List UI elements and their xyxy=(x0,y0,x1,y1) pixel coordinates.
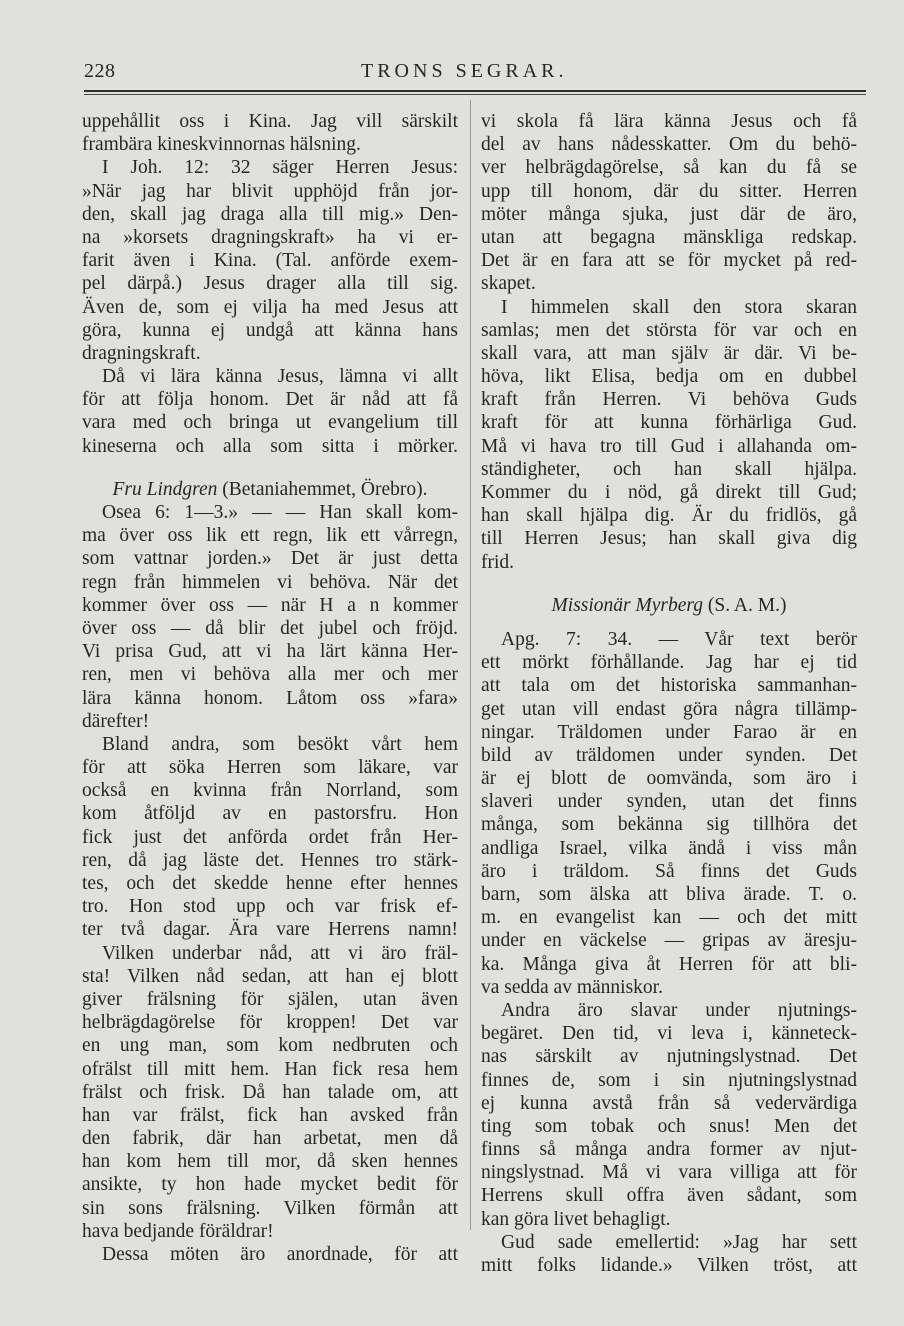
text-line: Vilken underbar nåd, att vi äro fräl- xyxy=(102,942,458,964)
text-line: som vattnar jorden.» Det är just detta xyxy=(82,548,458,570)
speaker-heading xyxy=(82,478,458,501)
speaker-affiliation: (Betaniahemmet, Örebro). xyxy=(222,478,428,500)
text-line: för att följa honom. Det är nåd att få xyxy=(82,389,458,411)
text-line: Bland andra, som besökt vårt hem xyxy=(102,733,458,755)
text-line: kraft för att kunna förhärliga Gud. xyxy=(481,412,857,434)
text-line: ren, då jag läste det. Hennes tro stärk- xyxy=(82,849,458,871)
text-line: höva, likt Elisa, bedja om en dubbel xyxy=(481,366,857,388)
text-line: ver helbrägdagörelse, så kan du få se xyxy=(481,157,857,179)
text-line: kraft från Herren. Vi behöva Guds xyxy=(481,389,857,411)
left-paragraph-2 xyxy=(82,365,458,458)
running-title: TRONS SEGRAR. xyxy=(361,60,568,82)
speaker-name: Fru Lindgren xyxy=(112,478,218,500)
text-line: ka. Många giva åt Herren för att bli- xyxy=(481,953,857,975)
text-line: finnes de, som i sin njutningslystnad xyxy=(481,1069,857,1091)
left-paragraph-5 xyxy=(82,942,458,1243)
text-line: han var frälst, fick han avsked från xyxy=(82,1104,458,1126)
text-line: ej kunna avstå från så vedervärdiga xyxy=(481,1092,857,1114)
text-line: ansikte, ty hon hade mycket bedit för xyxy=(82,1174,458,1196)
text-line: ett mörkt förhållande. Jag har ej tid xyxy=(481,652,857,674)
text-line: Kommer du i nöd, gå direkt till Gud; xyxy=(481,482,857,503)
text-line: upp till honom, där du sitter. Herren xyxy=(481,180,857,202)
text-line: vi skola få lära känna Jesus och få xyxy=(481,111,857,132)
text-line: utan att begagna mänskliga redskap. xyxy=(481,226,857,248)
left-paragraph-1 xyxy=(82,110,458,365)
text-line: frid. xyxy=(481,551,515,573)
text-line: han skall hjälpa dig. Är du fridlös, gå xyxy=(481,505,857,527)
left-column xyxy=(82,110,458,1266)
text-line: kan göra livet behagligt. xyxy=(481,1208,671,1230)
text-line: Det är en fara att se för mycket på red- xyxy=(481,250,857,272)
text-line: möter många sjuka, just där de äro, xyxy=(481,203,857,225)
right-paragraph-1 xyxy=(481,110,857,296)
speaker-name: Missionär Myrberg xyxy=(551,594,704,616)
text-line: han kom hem till mor, då sken hennes xyxy=(82,1151,458,1173)
text-line: Osea 6: 1—3.» — — Han skall kom- xyxy=(102,502,458,523)
text-line: m. en evangelist kan — och det mitt xyxy=(481,907,857,929)
text-line: na »korsets dragningskraft» ha vi er- xyxy=(82,226,458,248)
text-line: ren, men vi behöva alla mer och mer xyxy=(82,664,458,686)
text-line: att tala om det historiska sammanhan- xyxy=(481,675,857,697)
speaker-heading xyxy=(481,594,857,617)
text-line: ningslystnad. Må vi vara villiga att för xyxy=(481,1162,857,1184)
text-line: Herrens skull offra även sådant, som xyxy=(481,1185,857,1207)
header-rule-thin xyxy=(84,94,866,95)
text-line: I himmelen skall den stora skaran xyxy=(501,296,857,318)
text-line: över oss — då blir det jubel och fröjd. xyxy=(82,617,458,639)
section-gap xyxy=(481,617,857,628)
text-line: Andra äro slavar under njutnings- xyxy=(501,999,857,1021)
text-line: vara med och bringa ut evangelium till xyxy=(82,412,458,434)
speaker-affiliation: (S. A. M.) xyxy=(707,594,787,616)
text-line: därefter! xyxy=(82,710,150,732)
text-line: Apg. 7: 34. — Vår text berör xyxy=(501,628,857,650)
left-paragraph-6 xyxy=(82,1243,458,1266)
left-paragraph-4 xyxy=(82,733,458,942)
text-line: Då vi lära känna Jesus, lämna vi allt xyxy=(102,366,458,388)
text-line: begäret. Den tid, vi leva i, känneteck- xyxy=(481,1023,857,1045)
text-line: pel därpå.) Jesus drager alla till sig. xyxy=(82,273,458,295)
text-line: göra, kunna ej undgå att känna hans xyxy=(82,319,458,341)
text-line: också en kvinna från Norrland, som xyxy=(82,780,458,802)
text-line: del av hans nådesskatter. Om du behö- xyxy=(481,134,857,156)
text-line: dragningskraft. xyxy=(82,342,201,364)
text-line: bild av träldomen under synden. Det xyxy=(481,744,857,766)
text-line: mitt folks lidande.» Vilken tröst, att xyxy=(481,1255,857,1276)
text-line: den fabrik, där han arbetat, men då xyxy=(82,1128,458,1150)
text-line: äro i träldom. Så finns det Guds xyxy=(481,860,857,882)
text-line: ma över oss lik ett regn, lik ett vårregn, xyxy=(82,525,458,547)
page-number: 228 xyxy=(84,60,116,82)
text-line: skapet. xyxy=(481,273,536,295)
text-line: get utan vill endast göra några tillämp- xyxy=(481,698,857,720)
text-line: fick just det anförda ordet från Her- xyxy=(82,826,458,848)
text-line: en ung man, som kom nedbruten och xyxy=(82,1035,458,1057)
text-line: skall vara, att man själv är där. Vi be- xyxy=(481,342,857,364)
text-line: Även de, som ej vilja ha med Jesus att xyxy=(82,296,458,318)
text-line: »När jag har blivit upphöjd från jor- xyxy=(82,180,458,202)
text-line: är ej blott de oomvända, som äro i xyxy=(481,768,857,790)
text-line: ting som tobak och snus! Men det xyxy=(481,1115,857,1137)
right-paragraph-2 xyxy=(481,296,857,574)
text-line: sin sons frälsning. Vilken förmån att xyxy=(82,1197,458,1219)
text-line: nas särskilt av njutningslystnad. Det xyxy=(481,1046,857,1068)
section-gap xyxy=(481,574,857,594)
text-line: ständigheter, och han skall hjälpa. xyxy=(481,458,857,480)
text-line: Gud sade emellertid: »Jag har sett xyxy=(501,1231,857,1253)
text-line: frambära kineskvinnornas hälsning. xyxy=(82,134,361,156)
page-header xyxy=(84,60,866,90)
text-line: den, skall jag draga alla till mig.» Den- xyxy=(82,203,458,225)
text-line: slaveri under synden, utan det finns xyxy=(481,791,857,813)
text-line: andliga Israel, vilka ändå i viss mån xyxy=(481,837,857,859)
right-column xyxy=(481,110,857,1277)
text-line: för att söka Herren som läkare, var xyxy=(82,757,458,779)
right-paragraph-5 xyxy=(481,1231,857,1277)
text-line: Vi prisa Gud, att vi ha lärt känna Her- xyxy=(82,641,458,663)
text-line: tro. Hon stod upp och var frisk ef- xyxy=(82,896,458,918)
text-line: ningar. Träldomen under Farao är en xyxy=(481,721,857,743)
header-rule xyxy=(84,90,866,92)
text-line: frälst och frisk. Då han talade om, att xyxy=(82,1081,458,1103)
right-paragraph-3 xyxy=(481,628,857,999)
text-line: finns så många andra former av njut- xyxy=(481,1139,857,1161)
text-line: kineserna och alla som sitta i mörker. xyxy=(82,435,458,457)
right-paragraph-4 xyxy=(481,999,857,1231)
text-line: helbrägdagörelse för kroppen! Det var xyxy=(82,1012,458,1034)
text-line: hava bedjande föräldrar! xyxy=(82,1220,274,1242)
text-line: farit även i Kina. (Tal. anförde exem- xyxy=(82,250,458,272)
left-paragraph-3 xyxy=(82,501,458,733)
text-line: tes, och det skedde henne efter hennes xyxy=(82,873,458,894)
text-line: barn, som älska att bliva ärade. T. o. xyxy=(481,884,857,905)
text-line: många, som bekänna sig tillhöra det xyxy=(481,814,857,836)
text-line: kom åtföljd av en pastorsfru. Hon xyxy=(82,803,458,825)
text-line: uppehållit oss i Kina. Jag vill särskilt xyxy=(82,111,458,132)
text-line: va sedda av människor. xyxy=(481,976,663,998)
text-line: lära känna honom. Låtom oss »fara» xyxy=(82,687,458,709)
text-line: Må vi hava tro till Gud i allahanda om- xyxy=(481,435,857,457)
text-line: sta! Vilken nåd sedan, att han ej blott xyxy=(82,965,458,987)
text-line: ofrälst till mitt hem. Han fick resa hem xyxy=(82,1058,458,1080)
section-gap xyxy=(82,458,458,478)
column-divider xyxy=(470,100,471,1230)
text-line: under en väckelse — gripas av äresju- xyxy=(481,930,857,952)
text-line: till Herren Jesus; han skall giva dig xyxy=(481,528,857,550)
text-line: regn från himmelen vi behöva. När det xyxy=(82,571,458,593)
text-line: I Joh. 12: 32 säger Herren Jesus: xyxy=(102,157,458,179)
text-line: Dessa möten äro anordnade, för att xyxy=(102,1244,458,1265)
text-line: giver frälsning för själen, utan även xyxy=(82,988,458,1010)
text-line: ter två dagar. Ära vare Herrens namn! xyxy=(82,919,458,941)
text-line: samlas; men det största för var och en xyxy=(481,319,857,341)
text-line: kommer över oss — när H a n kommer xyxy=(82,594,458,616)
